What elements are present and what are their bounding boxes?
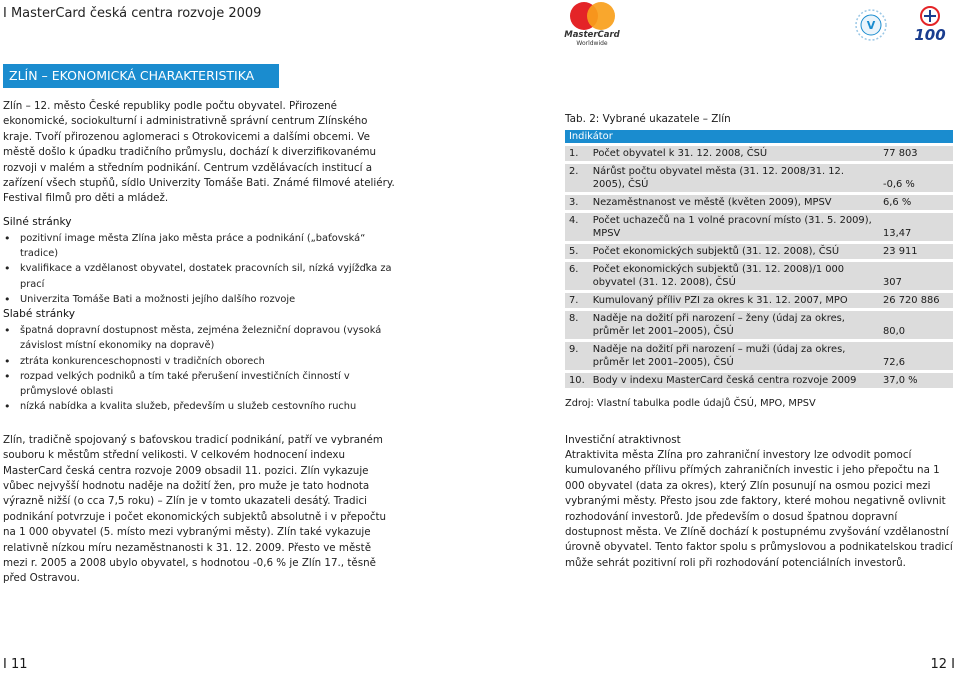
table-row	[565, 212, 953, 243]
row-value: 72,6	[879, 341, 953, 372]
list-item: • Univerzita Tomáše Bati a možnosti jejího dalšího rozvoje	[3, 292, 395, 307]
row-value: -0,6 %	[879, 163, 953, 194]
left-column	[3, 99, 395, 587]
row-number: 1.	[565, 145, 589, 163]
row-number: 9.	[565, 341, 589, 372]
czech-top-100-logo	[900, 4, 956, 44]
table-row	[565, 145, 953, 163]
row-number: 7.	[565, 292, 589, 310]
table-row	[565, 310, 953, 341]
strengths-list	[3, 231, 395, 307]
row-number: 4.	[565, 212, 589, 243]
indicators-table	[565, 130, 953, 388]
mastercard-subtext: Worldwide	[576, 40, 608, 47]
table-row	[565, 261, 953, 292]
row-number: 8.	[565, 310, 589, 341]
row-value: 307	[879, 261, 953, 292]
intro-paragraph: Zlín – 12. město České republiky podle počtu obyvatel. Přirozené ekonomické, sociokulturní i administrativně správní centrum Zlínského kraje. Tvoří přirozenou aglomeraci s Otrokovicemi a dalšími obcemi. Ve městě došlo k úpadku tradičního průmyslu, dochází k diverzifikovanému rozvoji v malém a středním podnikání. Centrum vzdělávacích institucí a zařízení všech stupňů, sídlo Univerzity Tomáše Bati. Známé filmové ateliéry. Festival filmů pro děti a mládež.	[3, 100, 395, 205]
table-source: Zdroj: Vlastní tabulka podle údajů ČSÚ, MPO, MPSV	[565, 398, 816, 409]
row-value: 23 911	[879, 243, 953, 261]
page-header	[0, 0, 960, 60]
list-item: • špatná dopravní dostupnost města, zejména železniční dopravou (vysoká závislost místní ekonomiky na dopravě)	[3, 323, 395, 354]
row-value: 80,0	[879, 310, 953, 341]
mastercard-logo	[560, 2, 624, 46]
row-label: Nárůst počtu obyvatel města (31. 12. 2008/31. 12. 2005), ČSÚ	[589, 163, 879, 194]
row-value: 26 720 886	[879, 292, 953, 310]
row-value: 77 803	[879, 145, 953, 163]
row-label: Počet ekonomických subjektů (31. 12. 2008)/1 000 obyvatel (31. 12. 2008), ČSÚ	[589, 261, 879, 292]
list-item: • rozpad velkých podniků a tím také přerušení investičních činností v průmyslové oblasti	[3, 369, 395, 400]
table-caption: Tab. 2: Vybrané ukazatele – Zlín	[565, 113, 731, 125]
row-number: 2.	[565, 163, 589, 194]
mastercard-circles-icon	[570, 2, 616, 30]
list-item: • ztráta konkurenceschopnosti v tradičních oborech	[3, 354, 395, 369]
row-label: Kumulovaný příliv PZI za okres k 31. 12. 2007, MPO	[589, 292, 879, 310]
right-column	[565, 112, 957, 571]
table-row	[565, 372, 953, 389]
badge-100-text: 100	[914, 26, 946, 44]
row-label: Nezaměstnanost ve městě (květen 2009), MPSV	[589, 194, 879, 212]
row-number: 6.	[565, 261, 589, 292]
weaknesses-list	[3, 323, 395, 415]
section-title: ZLÍN – EKONOMICKÁ CHARAKTERISTIKA	[3, 64, 279, 88]
investment-heading: Investiční atraktivnost	[565, 434, 681, 446]
badge-v-text: V	[866, 19, 876, 32]
page-number-right: 12 I	[930, 657, 955, 672]
row-number: 10.	[565, 372, 589, 389]
weaknesses-heading: Slabé stránky	[3, 308, 76, 321]
row-label: Body v indexu MasterCard česká centra rozvoje 2009	[589, 372, 879, 389]
row-value: 13,47	[879, 212, 953, 243]
row-value: 6,6 %	[879, 194, 953, 212]
row-value: 37,0 %	[879, 372, 953, 389]
row-number: 5.	[565, 243, 589, 261]
table-row	[565, 341, 953, 372]
award-badge-icon	[854, 8, 888, 42]
row-label: Naděje na dožití při narození – muži (údaj za okres, průměr let 2001–2005), ČSÚ	[589, 341, 879, 372]
page-number-left: I 11	[3, 657, 28, 672]
row-number: 3.	[565, 194, 589, 212]
row-label: Naděje na dožití při narození – ženy (údaj za okres, průměr let 2001–2005), ČSÚ	[589, 310, 879, 341]
table-row	[565, 163, 953, 194]
row-label: Počet ekonomických subjektů (31. 12. 2008), ČSÚ	[589, 243, 879, 261]
list-item: • pozitivní image města Zlína jako města práce a podnikání („baťovská“ tradice)	[3, 231, 395, 262]
row-label: Počet obyvatel k 31. 12. 2008, ČSÚ	[589, 145, 879, 163]
row-label: Počet uchazečů na 1 volné pracovní místo (31. 5. 2009), MPSV	[589, 212, 879, 243]
mastercard-wordmark: MasterCard	[564, 30, 620, 40]
table-row	[565, 292, 953, 310]
list-item: • nízká nabídka a kvalita služeb, především u služeb cestovního ruchu	[3, 399, 395, 414]
table-row	[565, 194, 953, 212]
table-header: Indikátor	[565, 130, 953, 145]
table-row	[565, 243, 953, 261]
investment-paragraph: Atraktivita města Zlína pro zahraniční investory lze odvodit pomocí kumulovaného přílivu přímých zahraničních investic i jeho přepočtu na 1 000 obyvatel (data za okres), který Zlín posunují na osmou pozici mezi vybranými městy. Přesto jsou zde faktory, které mohou negativně ovlivnit rozhodování investorů. Jde především o dosud špatnou dopravní dostupnost města. Ve Zlíně dochází k postupnému zvyšování vzdělanostní úrovně obyvatel. Tento faktor spolu s průmyslovou a podnikatelskou tradicí může sehrát pozitivní roli při rozhodování potenciálních investorů.	[565, 449, 953, 569]
closing-paragraph: Zlín, tradičně spojovaný s baťovskou tradicí podnikání, patří ve vybraném souboru k městům střední velikosti. V celkovém hodnocení indexu MasterCard česká centra rozvoje 2009 obsadil 11. pozici. Zlín vykazuje vůbec nejvyšší hodnotu naděje na dožití žen, pro muže je tato hodnota výrazně nižší (o cca 7,5 roku) – Zlín je v tomto ukazateli desátý. Tradici podnikání potvrzuje i počet ekonomických subjektů absolutně i v přepočtu na 1 000 obyvatel (5. místo mezi vybranými městy). Zlín také vykazuje relativně nízkou míru nezaměstnanosti k 31. 12. 2009. Přesto ve městě mezi r. 2005 a 2008 ubylo obyvatel, s hodnotou -0,6 % je Zlín 17., těsně před Ostravou.	[3, 433, 387, 585]
list-item: • kvalifikace a vzdělanost obyvatel, dostatek pracovních sil, nízká vyjížďka za prací	[3, 261, 395, 292]
document-title: I MasterCard česká centra rozvoje 2009	[3, 6, 262, 21]
strengths-heading: Silné stránky	[3, 215, 72, 228]
